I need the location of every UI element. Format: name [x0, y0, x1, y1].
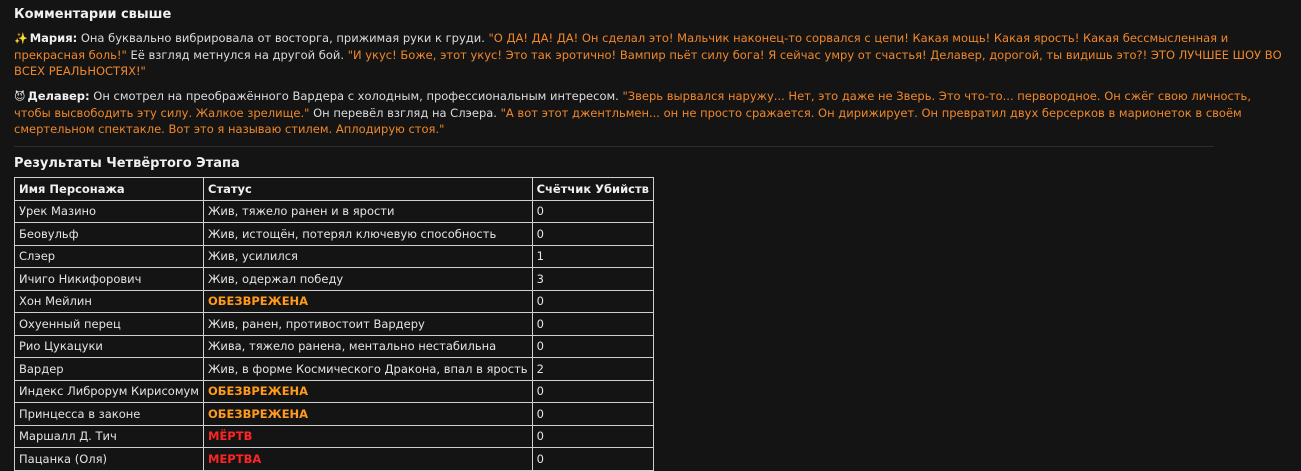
- cell-status: ОБЕЗВРЕЖЕНА: [204, 403, 533, 426]
- cell-status: Жива, тяжело ранена, ментально нестабильна: [204, 335, 533, 358]
- cell-name: Урек Мазино: [15, 200, 204, 223]
- cell-kills: 3: [532, 268, 653, 291]
- header-status: Статус: [204, 178, 533, 201]
- comments-section: [14, 30, 1287, 137]
- results-table: [14, 177, 654, 471]
- cell-status: Жив, в форме Космического Дракона, впал в ярость: [204, 358, 533, 381]
- comment-speaker: Делавер:: [27, 89, 90, 103]
- comment-narration: Он перевёл взгляд на Слэера.: [313, 106, 497, 120]
- cell-name: Принцесса в законе: [15, 403, 204, 426]
- cell-name: Охуенный перец: [15, 313, 204, 336]
- cell-name: Беовульф: [15, 223, 204, 246]
- divider: [14, 146, 1214, 147]
- cell-kills: 0: [532, 380, 653, 403]
- cell-kills: 0: [532, 200, 653, 223]
- sparkles-icon: ✨: [14, 32, 28, 45]
- cell-status: МЕРТВА: [204, 448, 533, 471]
- table-row: [15, 268, 654, 291]
- cell-name: Хон Мейлин: [15, 290, 204, 313]
- cell-kills: 0: [532, 290, 653, 313]
- cell-name: Рио Цукацуки: [15, 335, 204, 358]
- table-row: [15, 245, 654, 268]
- cell-status: Жив, истощён, потерял ключевую способность: [204, 223, 533, 246]
- cell-name: Вардер: [15, 358, 204, 381]
- comment-quote: "А вот этот джентльмен... он не просто сражается. Он дирижирует. Он превратил двух берсерков в марионеток в своём смертельном спектакле. Вот это я называю стилем. Аплодирую стоя.": [14, 106, 1242, 136]
- cell-kills: 0: [532, 425, 653, 448]
- cell-kills: 0: [532, 223, 653, 246]
- comment-speaker: Мария:: [29, 31, 78, 45]
- results-title: Результаты Четвёртого Этапа: [14, 156, 240, 171]
- table-row: [15, 403, 654, 426]
- table-row: [15, 380, 654, 403]
- comment-item: [14, 30, 1287, 79]
- comment-quote: "И укус! Боже, этот укус! Это так эротично! Вампир пьёт силу бога! Я сейчас умру от счастья! Делавер, дорогой, ты видишь это?! ЭТО ЛУЧШЕЕ ШОУ ВО ВСЕХ РЕАЛЬНОСТЯХ!": [14, 48, 1282, 78]
- cell-name: Индекс Либрорум Кирисомум: [15, 380, 204, 403]
- table-row: [15, 200, 654, 223]
- cell-status: Жив, тяжело ранен и в ярости: [204, 200, 533, 223]
- cell-status: Жив, одержал победу: [204, 268, 533, 291]
- devil-icon: 😈: [14, 90, 26, 103]
- table-row: [15, 448, 654, 471]
- cell-name: Ичиго Никифорович: [15, 268, 204, 291]
- cell-kills: 0: [532, 448, 653, 471]
- table-row: [15, 358, 654, 381]
- comment-item: [14, 88, 1287, 137]
- comments-title: Комментарии свыше: [14, 7, 172, 22]
- comment-quote: "Зверь вырвался наружу... Нет, это даже не Зверь. Это что-то... первородное. Он сжёг свою личность, чтобы высвободить эту силу. Жалкое зрелище.": [14, 89, 1251, 120]
- cell-name: Пацанка (Оля): [15, 448, 204, 471]
- comment-narration: Её взгляд метнулся на другой бой.: [130, 48, 345, 62]
- cell-kills: 0: [532, 335, 653, 358]
- table-row: [15, 223, 654, 246]
- cell-status: ОБЕЗВРЕЖЕНА: [204, 290, 533, 313]
- table-header-row: [15, 178, 654, 201]
- cell-kills: 1: [532, 245, 653, 268]
- cell-status: МЁРТВ: [204, 425, 533, 448]
- table-row: [15, 425, 654, 448]
- table-row: [15, 290, 654, 313]
- cell-status: Жив, ранен, противостоит Вардеру: [204, 313, 533, 336]
- cell-name: Маршалл Д. Тич: [15, 425, 204, 448]
- table-row: [15, 313, 654, 336]
- table-row: [15, 335, 654, 358]
- cell-status: Жив, усилился: [204, 245, 533, 268]
- cell-kills: 2: [532, 358, 653, 381]
- cell-name: Слэер: [15, 245, 204, 268]
- header-kills: Счётчик Убийств: [532, 178, 653, 201]
- cell-status: ОБЕЗВРЕЖЕНА: [204, 380, 533, 403]
- comment-narration: Он смотрел на преображённого Вардера с холодным, профессиональным интересом.: [93, 89, 619, 103]
- header-name: Имя Персонажа: [15, 178, 204, 201]
- cell-kills: 0: [532, 403, 653, 426]
- comment-quote: "О ДА! ДА! ДА! Он сделал это! Мальчик наконец-то сорвался с цепи! Какая мощь! Какая ярость! Какая бессмысленная и прекрасная боль!": [14, 31, 1229, 62]
- cell-kills: 0: [532, 313, 653, 336]
- comment-narration: Она буквально вибрировала от восторга, прижимая руки к груди.: [80, 31, 485, 45]
